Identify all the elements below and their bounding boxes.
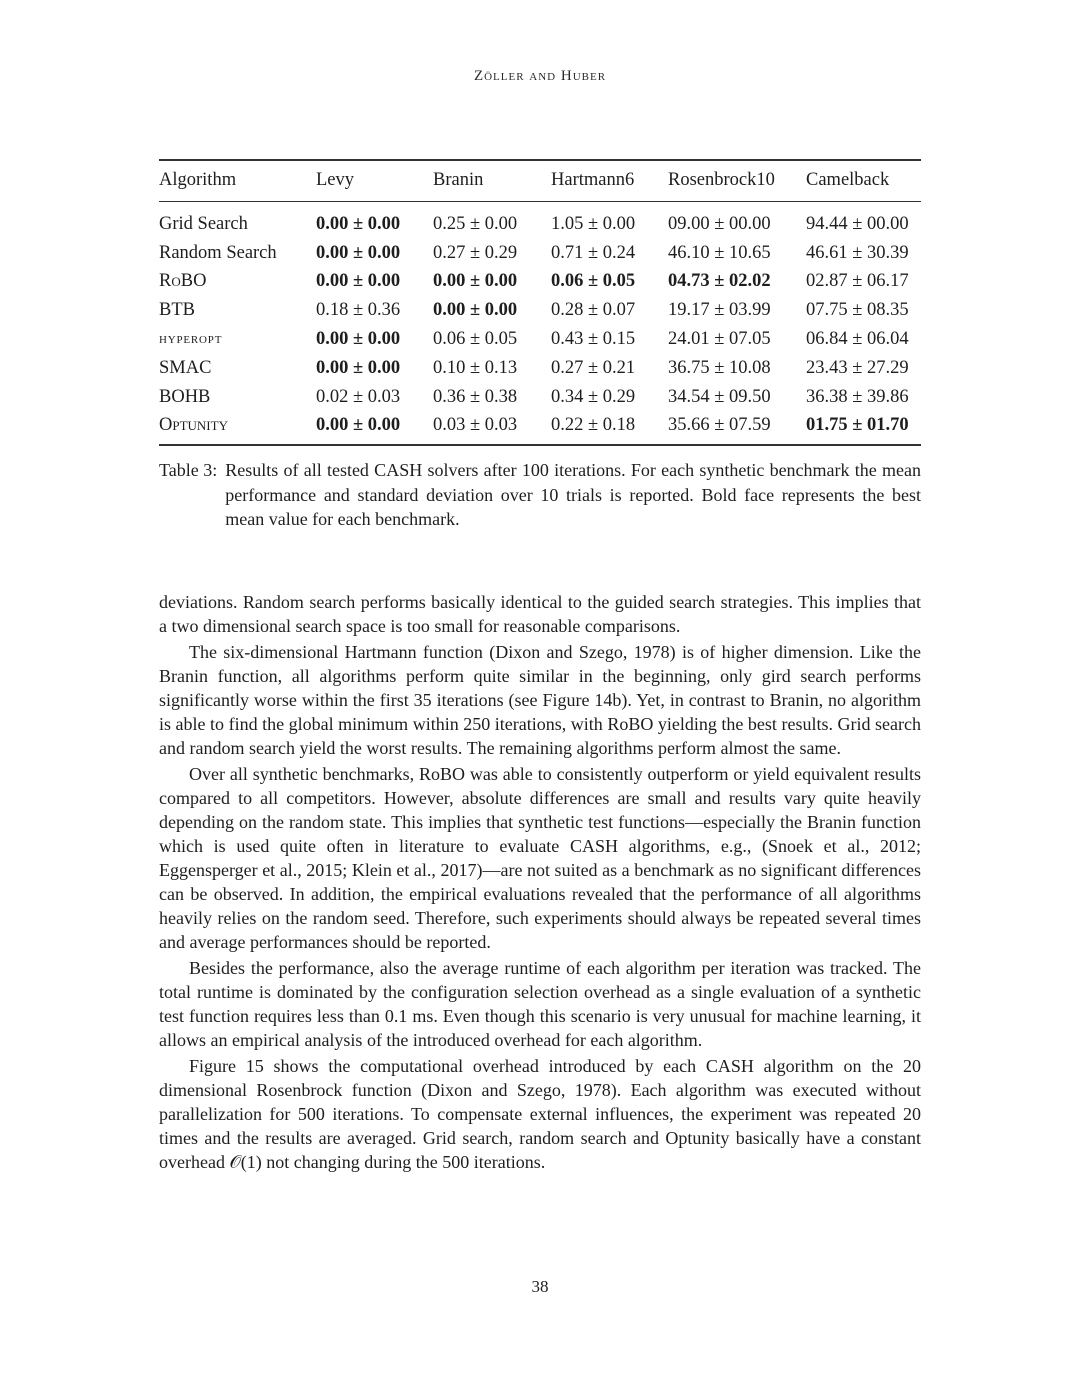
page-number: 38	[531, 1277, 549, 1296]
branin-cell: 0.00 ± 0.00	[433, 300, 518, 321]
hartmann6-cell: 0.22 ± 0.18	[551, 415, 636, 436]
table-body	[159, 202, 921, 446]
column-header-hartmann6: Hartmann6	[551, 170, 635, 190]
column-header-rosenbrock10: Rosenbrock10	[668, 170, 775, 190]
table-caption	[159, 458, 921, 532]
rosenbrock10-cell: 09.00 ± 00.00	[668, 213, 771, 234]
algorithm-name: Random Search	[159, 242, 277, 263]
levy-cell: 0.00 ± 0.00	[316, 242, 401, 263]
algorithm-name: SMAC	[159, 357, 212, 378]
hartmann6-cell: 0.34 ± 0.29	[551, 386, 636, 407]
hartmann6-cell: 0.43 ± 0.15	[551, 329, 636, 350]
paragraph: The six-dimensional Hartmann function (Dixon and Szego, 1978) is of higher dimension. Like the Branin function, all algorithms perform quite similar in the beginning, only gird search performs significantly worse within the first 35 iterations (see Figure 14b). Yet, in contrast to Branin, no algorithm is able to find the global minimum within 250 iterations, with RoBO yielding the best results. Grid search and random search yield the worst results. The remaining algorithms perform almost the same.	[159, 642, 921, 758]
table-row	[159, 383, 921, 412]
camelback-cell: 36.38 ± 39.86	[806, 386, 909, 407]
camelback-cell: 46.61 ± 30.39	[806, 242, 909, 263]
paragraph: Figure 15 shows the computational overhead introduced by each CASH algorithm on the 20 dimensional Rosenbrock function (Dixon and Szego, 1978). Each algorithm was executed without parallelization for 500 iterations. To compensate external influences, the experiment was repeated 20 times and the results are averaged. Grid search, random search and Optunity basically have a constant overhead 𝒪(1) not changing during the 500 iterations.	[159, 1056, 921, 1172]
rosenbrock10-cell: 24.01 ± 07.05	[668, 329, 771, 350]
table-row	[159, 296, 921, 325]
rosenbrock10-cell: 04.73 ± 02.02	[668, 271, 771, 292]
caption-label: Table 3:	[159, 460, 218, 480]
camelback-cell: 07.75 ± 08.35	[806, 300, 909, 321]
rosenbrock10-cell: 36.75 ± 10.08	[668, 357, 771, 378]
column-header-algorithm: Algorithm	[159, 170, 237, 190]
table-row	[159, 268, 921, 297]
column-header-branin: Branin	[433, 170, 484, 190]
algorithm-name: hyperopt	[159, 331, 223, 348]
paragraph: Over all synthetic benchmarks, RoBO was able to consistently outperform or yield equivalent results compared to all competitors. However, absolute differences are small and results vary quite heavily depending on the random state. This implies that synthetic test functions—especially the Branin function which is used quite often in literature to evaluate CASH algorithms, e.g., (Snoek et al., 2012; Eggensperger et al., 2015; Klein et al., 2017)—are not suited as a benchmark as no significant differences can be observed. In addition, the empirical evaluations revealed that the performance of all algorithms heavily relies on the random seed. Therefore, such experiments should always be repeated several times and average performances should be reported.	[159, 764, 921, 952]
camelback-cell: 01.75 ± 01.70	[806, 415, 909, 436]
hartmann6-cell: 0.71 ± 0.24	[551, 242, 636, 263]
rosenbrock10-cell: 35.66 ± 07.59	[668, 415, 771, 436]
branin-cell: 0.00 ± 0.00	[433, 271, 518, 292]
column-header-levy: Levy	[316, 170, 355, 190]
results-table	[159, 159, 921, 446]
branin-cell: 0.06 ± 0.05	[433, 329, 518, 350]
camelback-cell: 23.43 ± 27.29	[806, 357, 909, 378]
table-row	[159, 354, 921, 383]
running-head: Zöller and Huber	[473, 68, 607, 84]
levy-cell: 0.00 ± 0.00	[316, 271, 401, 292]
levy-cell: 0.18 ± 0.36	[316, 300, 401, 321]
table-row	[159, 239, 921, 268]
results-table-container	[159, 159, 921, 446]
branin-cell: 0.03 ± 0.03	[433, 415, 518, 436]
table-row	[159, 412, 921, 446]
levy-cell: 0.00 ± 0.00	[316, 357, 401, 378]
levy-cell: 0.00 ± 0.00	[316, 415, 401, 436]
branin-cell: 0.10 ± 0.13	[433, 357, 518, 378]
branin-cell: 0.25 ± 0.00	[433, 213, 518, 234]
algorithm-name: RoBO	[159, 271, 207, 292]
body-text	[159, 590, 921, 1176]
paragraph: deviations. Random search performs basically identical to the guided search strategies. This implies that a two dimensional search space is too small for reasonable comparisons.	[159, 592, 921, 636]
hartmann6-cell: 0.27 ± 0.21	[551, 357, 636, 378]
camelback-cell: 94.44 ± 00.00	[806, 213, 909, 234]
algorithm-name: Optunity	[159, 415, 228, 436]
caption-text: Results of all tested CASH solvers after 100 iterations. For each synthetic benchmark the mean performance and standard deviation over 10 trials is reported. Bold face represents the best mean value for each benchmark.	[225, 460, 921, 529]
levy-cell: 0.02 ± 0.03	[316, 386, 401, 407]
table-row	[159, 325, 921, 354]
branin-cell: 0.27 ± 0.29	[433, 242, 518, 263]
rosenbrock10-cell: 19.17 ± 03.99	[668, 300, 771, 321]
algorithm-name: BTB	[159, 300, 195, 321]
rosenbrock10-cell: 46.10 ± 10.65	[668, 242, 771, 263]
camelback-cell: 06.84 ± 06.04	[806, 329, 909, 350]
hartmann6-cell: 0.06 ± 0.05	[551, 271, 636, 292]
table-row	[159, 202, 921, 239]
branin-cell: 0.36 ± 0.38	[433, 386, 518, 407]
column-header-camelback: Camelback	[806, 170, 890, 190]
hartmann6-cell: 0.28 ± 0.07	[551, 300, 636, 321]
hartmann6-cell: 1.05 ± 0.00	[551, 213, 636, 234]
camelback-cell: 02.87 ± 06.17	[806, 271, 909, 292]
rosenbrock10-cell: 34.54 ± 09.50	[668, 386, 771, 407]
table-header-row	[159, 160, 921, 202]
paragraph: Besides the performance, also the average runtime of each algorithm per iteration was tracked. The total runtime is dominated by the configuration selection overhead as a single evaluation of a synthetic test function requires less than 0.1 ms. Even though this scenario is very unusual for machine learning, it allows an empirical analysis of the introduced overhead for each algorithm.	[159, 958, 921, 1050]
algorithm-name: Grid Search	[159, 213, 248, 234]
levy-cell: 0.00 ± 0.00	[316, 213, 401, 234]
algorithm-name: BOHB	[159, 386, 211, 407]
levy-cell: 0.00 ± 0.00	[316, 329, 401, 350]
